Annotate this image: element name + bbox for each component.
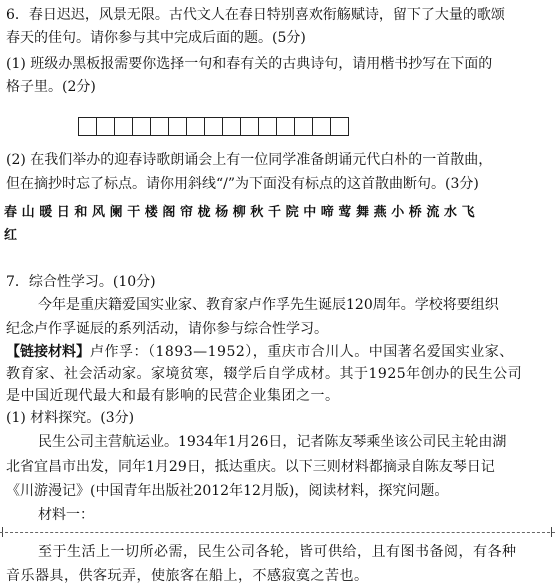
grid-cell[interactable]: [294, 117, 313, 136]
q6-sub2-line1: (2) 在我们举办的迎春诗歌朗诵会上有一位同学准备朗诵元代白朴的一首散曲，: [6, 152, 493, 168]
link-material-line1: [6, 343, 514, 361]
writing-grid[interactable]: [78, 117, 348, 136]
rule-right-tick: [551, 527, 552, 537]
grid-cell[interactable]: [240, 117, 259, 136]
q6-sub2-line2: 但在摘抄时忘了标点。请你用斜线“/”为下面没有标点的这首散曲断句。(3分): [6, 176, 479, 192]
q7-sub1-line3: 《川游漫记》(中国青年出版社2012年12月版)，阅读材料，探究问题。: [6, 483, 449, 499]
q7-sub1-line2: 北省宜昌市出发，同年1月29日，抵达重庆。以下三则材料都摘录自陈友琴日记: [6, 459, 495, 475]
q7-title: 7．综合性学习。(10分): [6, 274, 156, 290]
link-material-line2: 教育家、社会活动家。家境贫寒，辍学后自学成材。其于1925年创办的民生公司: [6, 366, 523, 382]
material1-line2: 音乐器具，供客玩弄，使旅客在船上，不感寂寞之苦也。: [6, 568, 369, 584]
grid-cell[interactable]: [132, 117, 151, 136]
grid-cell[interactable]: [222, 117, 241, 136]
unpunctuated-poem-line1: 春山暖日和风阑干楼阁帘栊杨柳秋千院中啼莺舞燕小桥流水飞: [4, 205, 480, 220]
grid-cell[interactable]: [312, 117, 331, 136]
q7-para1-line1: 今年是重庆籍爱国实业家、教育家卢作孚先生诞辰120周年。学校将要组织: [38, 297, 499, 313]
grid-cell[interactable]: [78, 117, 97, 136]
grid-cell[interactable]: [258, 117, 277, 136]
link-material-line3: 是中国近现代最大和最有影响的民营企业集团之一。: [6, 388, 340, 404]
q6-intro-line1: 6．春日迟迟，风景无限。古代文人在春日特别喜欢衔觞赋诗，留下了大量的歌颂: [6, 7, 505, 23]
q7-sub1-title: (1) 材料探究。(3分): [6, 410, 135, 426]
grid-cell[interactable]: [276, 117, 295, 136]
link-material-label: 【链接材料】: [6, 344, 90, 360]
unpunctuated-poem-line2: 红: [4, 228, 22, 243]
dashed-rule: [0, 532, 555, 533]
grid-cell[interactable]: [168, 117, 187, 136]
q6-intro-line2: 春天的佳句。请你参与其中完成后面的题。(5分): [6, 30, 306, 46]
grid-cell[interactable]: [330, 117, 349, 136]
q6-sub1-line2: 格子里。(2分): [6, 79, 96, 95]
material1-label: 材料一：: [38, 507, 94, 523]
q7-para1-line2: 纪念卢作孚诞辰的系列活动，请你参与综合性学习。: [6, 321, 328, 337]
grid-cell[interactable]: [114, 117, 133, 136]
q6-sub1-line1: (1) 班级办黑板报需要你选择一句和春有关的古典诗句，请用楷书抄写在下面的: [6, 56, 493, 72]
q7-sub1-line1: 民生公司主营航运业。1934年1月26日，记者陈友琴乘坐该公司民主轮由湖: [38, 434, 507, 450]
grid-cell[interactable]: [96, 117, 115, 136]
grid-cell[interactable]: [186, 117, 205, 136]
material1-line1: 至于生活上一切所必需，民生公司各轮，皆可供给，且有图书备阅，有各种: [38, 544, 517, 560]
link-material-text: 卢作孚：（1893—1952），重庆市合川人。中国著名爱国实业家、: [90, 344, 514, 360]
grid-cell[interactable]: [204, 117, 223, 136]
grid-cell[interactable]: [150, 117, 169, 136]
